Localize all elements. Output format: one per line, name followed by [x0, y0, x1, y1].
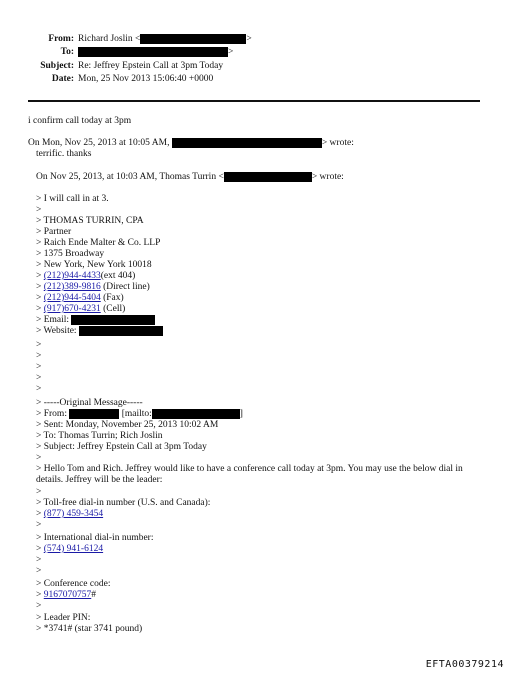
email-label: > Email:	[36, 315, 70, 326]
quote-marker: >	[36, 555, 42, 565]
quote-line: > Raich Ende Malter & Co. LLP	[36, 238, 161, 248]
phone-line	[36, 293, 124, 304]
quote-marker: >	[36, 590, 42, 600]
quote-marker: >	[36, 566, 42, 576]
conf-code-hash: #	[91, 590, 96, 600]
from-label: From:	[48, 34, 74, 44]
from-value: Richard Joslin <	[78, 34, 141, 44]
quote-marker: >	[36, 601, 42, 611]
on-nov-line	[36, 172, 344, 183]
conf-code-link[interactable]: 9167070757	[43, 590, 92, 600]
to-label: To:	[60, 47, 74, 57]
to-value-wrap	[78, 46, 233, 58]
mailto-end: ]	[239, 409, 243, 420]
email-line	[36, 315, 155, 326]
redaction-block	[71, 315, 155, 325]
from-suffix: >	[246, 34, 252, 44]
intl-line	[36, 544, 103, 555]
quote-marker: >	[36, 544, 42, 554]
phone-link[interactable]: (212)944-5404	[43, 293, 101, 303]
leader-pin-label: > Leader PIN:	[36, 613, 91, 623]
subject2-line: > Subject: Jeffrey Epstein Call at 3pm Today	[36, 442, 207, 452]
quote-marker: >	[36, 384, 42, 394]
quote-marker: >	[36, 520, 42, 530]
phone-link[interactable]: (212)389-9816	[43, 282, 101, 292]
to2-line: > To: Thomas Turrin; Rich Joslin	[36, 431, 163, 441]
from-value-wrap	[78, 33, 252, 45]
quote-marker: >	[36, 453, 42, 463]
phone-line	[36, 282, 150, 293]
phone-link[interactable]: (212)944-4433	[43, 271, 101, 281]
website-line	[36, 326, 163, 337]
phone-type: (Fax)	[100, 293, 124, 303]
header-divider	[28, 100, 480, 102]
tollfree-link[interactable]: (877) 459-3454	[43, 509, 104, 519]
subject-label: Subject:	[40, 61, 74, 71]
phone-line	[36, 304, 125, 315]
quote-marker: >	[36, 362, 42, 372]
on-mon-prefix: On Mon, Nov 25, 2013 at 10:05 AM,	[28, 138, 170, 149]
quote-marker: >	[36, 351, 42, 361]
quote-line: > THOMAS TURRIN, CPA	[36, 216, 144, 226]
on-mon-line	[28, 138, 354, 149]
conf-code-label: > Conference code:	[36, 579, 111, 589]
redaction-block	[152, 409, 240, 419]
quote-marker: >	[36, 271, 42, 281]
subject-value: Re: Jeffrey Epstein Call at 3pm Today	[78, 61, 224, 71]
redaction-block	[140, 34, 246, 44]
quote-marker: >	[36, 340, 42, 350]
intl-link[interactable]: (574) 941-6124	[43, 544, 104, 554]
quote-marker: >	[36, 282, 42, 292]
phone-type: (Direct line)	[100, 282, 150, 292]
on-nov-suffix: > wrote:	[311, 172, 344, 183]
quote-line: > Partner	[36, 227, 72, 237]
tollfree-label: > Toll-free dial-in number (U.S. and Canada):	[36, 498, 211, 508]
quote-marker: >	[36, 487, 42, 497]
original-message-line: > -----Original Message-----	[36, 398, 143, 408]
conf-code-line	[36, 590, 96, 601]
on-nov-prefix: On Nov 25, 2013, at 10:03 AM, Thomas Turrin <	[36, 172, 224, 183]
quote-line: > New York, New York 10018	[36, 260, 152, 270]
website-label: > Website:	[36, 326, 77, 337]
mailto-label: [mailto:	[121, 409, 152, 420]
phone-ext: (ext 404)	[100, 271, 136, 281]
redaction-block	[79, 326, 163, 336]
terrific-line: terrific. thanks	[36, 149, 92, 159]
quote-marker: >	[36, 293, 42, 303]
phone-line	[36, 271, 135, 282]
hello-paragraph: > Hello Tom and Rich. Jeffrey would like to have a conference call today at 3pm. You may use the below dial in details. Jeffrey will be the leader:	[36, 464, 463, 485]
on-mon-suffix: > wrote:	[321, 138, 354, 149]
quote-marker: >	[36, 304, 42, 314]
from2-line	[36, 409, 243, 420]
phone-type: (Cell)	[100, 304, 126, 314]
sent-line: > Sent: Monday, November 25, 2013 10:02 AM	[36, 420, 219, 430]
from2-label: > From:	[36, 409, 67, 420]
quote-line: > 1375 Broadway	[36, 249, 105, 259]
intl-label: > International dial-in number:	[36, 533, 154, 543]
quote-line: > I will call in at 3.	[36, 194, 109, 204]
redaction-block	[78, 47, 228, 57]
quote-marker: >	[36, 509, 42, 519]
leader-pin-line: > *3741# (star 3741 pound)	[36, 624, 143, 634]
to-suffix: >	[228, 47, 234, 57]
document-id: EFTA00379214	[425, 659, 504, 670]
quote-marker: >	[36, 373, 42, 383]
redaction-block	[69, 409, 119, 419]
redaction-block	[224, 172, 312, 182]
tollfree-line	[36, 509, 103, 520]
phone-link[interactable]: (917)670-4231	[43, 304, 101, 314]
confirm-line: i confirm call today at 3pm	[28, 116, 132, 126]
quote-marker: >	[36, 205, 42, 215]
date-value: Mon, 25 Nov 2013 15:06:40 +0000	[78, 74, 214, 84]
date-label: Date:	[51, 74, 74, 84]
redaction-block	[172, 138, 322, 148]
